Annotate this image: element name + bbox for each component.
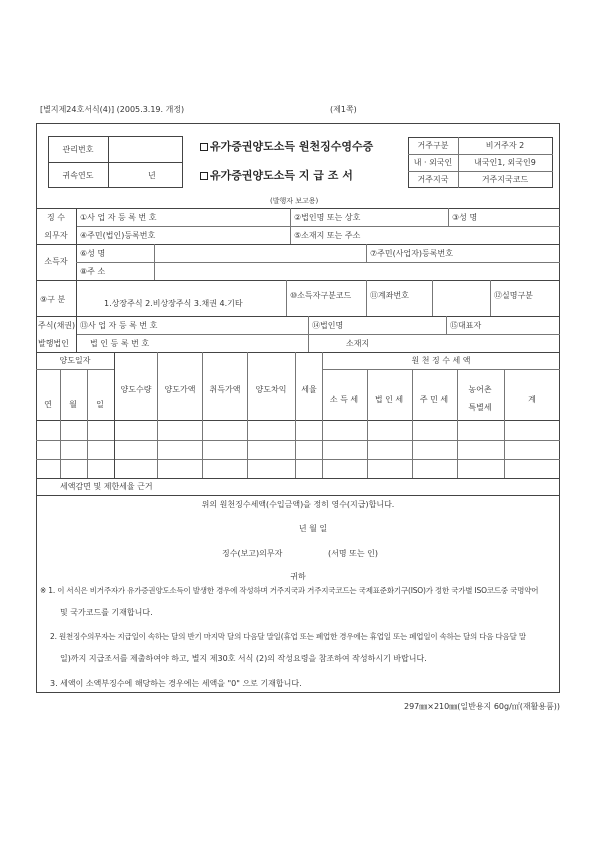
th-rural-tax-2: 특별세: [468, 403, 492, 412]
mgmt-no-label: 관리번호: [62, 145, 94, 154]
addressee: 귀하: [290, 572, 306, 581]
country-value: 거주지국코드: [481, 175, 529, 184]
issuer-label-bottom: 발행법인: [38, 339, 69, 348]
field-issuer-name: ⑭법인명: [312, 321, 344, 330]
field-business-reg-no: ①사 업 자 등 록 번 호: [80, 213, 157, 222]
category-options: 1.상장주식 2.비상장주식 3.채권 4.기타: [104, 299, 243, 308]
th-rural-tax-1: 농어촌: [468, 385, 492, 394]
checkbox-statement[interactable]: [200, 172, 208, 180]
th-year: 연: [44, 400, 52, 409]
issuer-label-top: 주식(채권): [38, 321, 76, 330]
confirmation-statement: 위의 원천징수세액(수입금액)을 정히 영수(지급)합니다.: [201, 500, 395, 509]
th-cost: 취득가액: [209, 385, 241, 394]
field-earner-address: ⑧주 소: [80, 267, 106, 276]
withholder-label-top: 징 수: [47, 213, 65, 222]
field-issuer-rep: ⑮대표자: [450, 321, 482, 330]
field-address: ⑤소재지 또는 주소: [294, 231, 361, 240]
title-receipt: 유가증권양도소득 원천징수영수증: [200, 141, 373, 152]
th-resident-tax: 주 민 세: [419, 395, 449, 404]
th-income-tax: 소 득 세: [329, 395, 359, 404]
note-3: 3. 세액이 소액부징수에 해당하는 경우에는 세액을 "0" 으로 기재합니다.: [50, 679, 302, 688]
field-name: ③성 명: [452, 213, 478, 222]
field-corp-name: ②법인명 또는 상호: [294, 213, 361, 222]
category-label: ⑨구 분: [40, 295, 66, 304]
confirmation-date: 년 월 일: [298, 524, 328, 533]
field-issuer-corp-reg-no: 법 인 등 록 번 호: [90, 339, 150, 348]
note-2a: 2. 원천징수의무자는 지급일이 속하는 달의 반기 마지막 달의 다음달 말일(휴업 또는 폐업한 경우에는 휴업일 또는 폐업일이 속하는 달의 다음 다음달 말: [50, 632, 526, 641]
field-realname-type: ⑫실명구분: [494, 291, 533, 300]
signature-field[interactable]: (서명 또는 인): [328, 549, 378, 558]
field-issuer-reg-no: ⑬사 업 자 등 록 번 호: [80, 321, 158, 330]
th-rate: 세율: [301, 385, 317, 394]
reduction-basis: 세액감면 및 제한세율 근거: [60, 482, 153, 491]
th-withholding-tax: 원 천 징 수 세 액: [411, 356, 471, 365]
th-qty: 양도수량: [120, 385, 152, 394]
year-label: 귀속연도: [62, 171, 94, 180]
th-transfer-date: 양도일자: [59, 356, 91, 365]
th-total: 계: [528, 395, 536, 404]
th-day: 일: [96, 400, 104, 409]
nationality-label: 내 · 외국인: [413, 158, 453, 167]
field-resident-reg-no: ④주민(법인)등록번호: [80, 231, 156, 240]
withholder-label-bottom: 의무자: [44, 231, 68, 240]
paper-spec: 297㎜×210㎜(일반용지 60g/㎡(재활용품)): [404, 702, 561, 711]
note-1a: ※ 1. 이 서식은 비거주자가 유가증권양도소득이 발생한 경우에 작성하며 거주지국과 거주지국코드는 국제표준화기구(ISO)가 정한 국가별 ISO코드중 국명약어: [40, 586, 539, 595]
note-1b: 및 국가코드를 기재합니다.: [60, 608, 153, 617]
field-issuer-address: 소재지: [346, 339, 370, 348]
th-corp-tax: 법 인 세: [374, 395, 404, 404]
field-earner-name: ⑥성 명: [80, 249, 106, 258]
country-label: 거주지국: [417, 175, 449, 184]
th-month: 월: [69, 400, 77, 409]
year-unit: 년: [148, 171, 156, 180]
signer-label: 징수(보고)의무자: [222, 549, 283, 558]
note-2b: 일)까지 지급조서를 제출하여야 하고, 별지 제30호 서식 (2)의 작성요령을 참조하여 작성하시기 바랍니다.: [60, 654, 427, 663]
residency-value: 비거주자 2: [485, 141, 525, 150]
page-number: (제1쪽): [330, 105, 357, 114]
field-account-no: ⑪계좌번호: [370, 291, 409, 300]
form-id: [별지제24호서식(4)] (2005.3.19. 개정): [40, 105, 185, 114]
th-price: 양도가액: [164, 385, 196, 394]
th-gain: 양도차익: [255, 385, 287, 394]
earner-label: 소득자: [44, 257, 68, 266]
title-payment-statement: 유가증권양도소득 지 급 조 서: [200, 170, 353, 181]
subtitle: (발행자 보고용): [270, 197, 319, 205]
residency-label: 거주구분: [417, 141, 449, 150]
checkbox-receipt[interactable]: [200, 143, 208, 151]
field-earner-code: ⑩소득자구분코드: [290, 291, 352, 300]
field-earner-reg-no: ⑦주민(사업자)등록번호: [370, 249, 453, 258]
nationality-value: 내국인1, 외국인9: [474, 158, 536, 167]
